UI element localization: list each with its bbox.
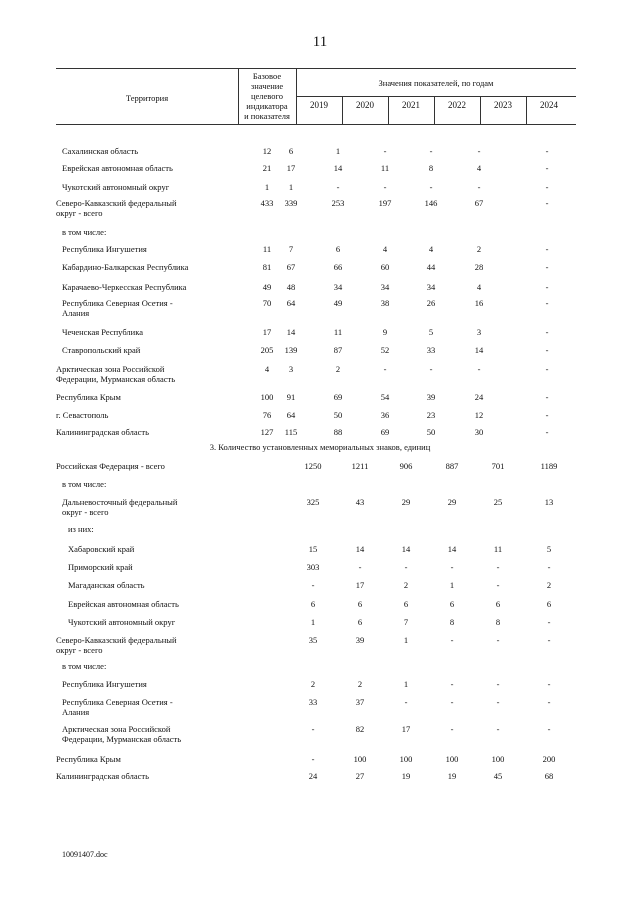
base-header-line: Базовое (252, 71, 282, 81)
row-name (68, 524, 248, 534)
year-value-cell: 2 (476, 244, 482, 254)
row-name (62, 244, 242, 254)
header-bottom-rule (56, 124, 576, 125)
row-name-line: Республика Северная Осетия - (62, 697, 173, 707)
year-value-cell: 200 (542, 754, 556, 764)
year-value-cell: 4 (428, 244, 434, 254)
row-name-line: Калининградская область (56, 771, 149, 781)
year-value-cell: 2 (335, 364, 341, 374)
year-value-cell: 44 (426, 262, 436, 272)
year-value-cell: 19 (447, 771, 457, 781)
year-value-cell: 6 (310, 599, 316, 609)
year-value-cell: 8 (428, 163, 434, 173)
row-name-line: г. Севастополь (56, 410, 109, 420)
row-name-line: Северо-Кавказский федеральный (56, 198, 177, 208)
year-value-cell: - (545, 146, 549, 156)
row-name (62, 298, 242, 318)
year-value-cell: 39 (355, 635, 365, 645)
row-name (68, 544, 248, 554)
year-header: 2021 (402, 100, 420, 110)
year-value-cell: - (496, 562, 500, 572)
year-value-cell: - (383, 364, 387, 374)
year-value-cell: - (404, 562, 408, 572)
year-value-cell: - (545, 345, 549, 355)
year-value-cell: 325 (306, 497, 320, 507)
year-header: 2024 (540, 100, 558, 110)
year-value-cell: 91 (286, 392, 296, 402)
year-value-cell: 67 (286, 262, 296, 272)
year-value-cell: - (311, 724, 315, 734)
row-name (56, 410, 236, 420)
year-value-cell: 69 (380, 427, 390, 437)
row-name-line: Дальневосточный федеральный (62, 497, 178, 507)
year-value-cell: 6 (495, 599, 501, 609)
year-header: 2023 (494, 100, 512, 110)
year-value-cell: 1 (403, 679, 409, 689)
year-value-cell: 28 (474, 262, 484, 272)
year-value-cell: 4 (476, 163, 482, 173)
row-name (62, 327, 242, 337)
year-value-cell: 27 (355, 771, 365, 781)
row-name-line: Чукотский автономный округ (68, 617, 176, 627)
year-value-cell: 17 (401, 724, 411, 734)
year-value-cell: - (545, 182, 549, 192)
year-value-cell: 1 (449, 580, 455, 590)
year-value-cell: - (545, 198, 549, 208)
base-header-line: индикатора (246, 101, 288, 111)
row-name-line: Магаданская область (68, 580, 145, 590)
row-name-line: Республика Крым (56, 754, 121, 764)
year-value-cell: 7 (403, 617, 409, 627)
base-value-cell: 17 (262, 327, 272, 337)
base-value-cell: 49 (262, 282, 272, 292)
year-value-cell: 23 (426, 410, 436, 420)
year-value-cell: - (429, 364, 433, 374)
year-value-cell: - (547, 697, 551, 707)
year-value-cell: - (496, 580, 500, 590)
year-value-cell: 6 (449, 599, 455, 609)
year-value-cell: - (450, 562, 454, 572)
year-value-cell: 701 (491, 461, 505, 471)
row-name (62, 282, 242, 292)
year-value-cell: 1 (335, 146, 341, 156)
year-value-cell: - (545, 163, 549, 173)
row-name-line: Карачаево-Черкесская Республика (62, 282, 187, 292)
row-name-line: Приморский край (68, 562, 133, 572)
section-title: 3. Количество установленных мемориальных знаков, единиц (209, 442, 431, 452)
row-name (62, 182, 242, 192)
row-name (68, 617, 248, 627)
row-name (68, 580, 248, 590)
base-value-cell: 12 (262, 146, 272, 156)
year-value-cell: 253 (331, 198, 345, 208)
row-name-line: в том числе: (62, 227, 107, 237)
year-value-cell: 14 (355, 544, 365, 554)
year-value-cell: 146 (424, 198, 438, 208)
year-value-cell: 6 (357, 617, 363, 627)
territory-header: Территория (125, 93, 169, 103)
year-header: 2020 (356, 100, 374, 110)
base-value-cell: 11 (262, 244, 272, 254)
year-value-cell: - (545, 282, 549, 292)
year-value-cell: - (450, 697, 454, 707)
row-name-line: Республика Северная Осетия - (62, 298, 173, 308)
year-value-cell: 60 (380, 262, 390, 272)
year-value-cell: 7 (288, 244, 294, 254)
year-value-cell: 24 (308, 771, 318, 781)
year-value-cell: 11 (493, 544, 503, 554)
year-value-cell: 52 (380, 345, 390, 355)
base-header-line: значение (250, 81, 284, 91)
row-name-line: округ - всего (56, 208, 103, 218)
year-value-cell: - (383, 182, 387, 192)
year-value-cell: 54 (380, 392, 390, 402)
year-value-cell: - (496, 635, 500, 645)
year-value-cell: 66 (333, 262, 343, 272)
row-name (62, 345, 242, 355)
footer-doc-id: 10091407.doc (62, 850, 108, 859)
year-value-cell: - (429, 146, 433, 156)
year-value-cell: 45 (493, 771, 503, 781)
year-value-cell: 25 (493, 497, 503, 507)
year-value-cell: 1250 (304, 461, 322, 471)
year-value-cell: - (547, 562, 551, 572)
base-value-cell: 100 (260, 392, 274, 402)
year-value-cell: - (545, 392, 549, 402)
year-value-cell: 87 (333, 345, 343, 355)
year-value-cell: 100 (491, 754, 505, 764)
row-name-line: Федерации, Мурманская область (62, 734, 182, 744)
year-value-cell: 14 (401, 544, 411, 554)
year-value-cell: 5 (428, 327, 434, 337)
year-value-cell: 34 (333, 282, 343, 292)
year-value-cell: - (547, 617, 551, 627)
row-name-line: Республика Ингушетия (62, 679, 147, 689)
year-value-cell: - (311, 754, 315, 764)
year-value-cell: 100 (353, 754, 367, 764)
base-value-cell: 81 (262, 262, 272, 272)
year-value-cell: 88 (333, 427, 343, 437)
row-name-line: Северо-Кавказский федеральный (56, 635, 177, 645)
row-name (62, 497, 242, 517)
base-value-cell: 76 (262, 410, 272, 420)
header-divider (296, 68, 297, 124)
row-name (62, 697, 242, 717)
row-name-line: Калининградская область (56, 427, 149, 437)
year-value-cell: 16 (474, 298, 484, 308)
year-header: 2019 (310, 100, 328, 110)
year-value-cell: 3 (288, 364, 294, 374)
base-value-cell: 433 (260, 198, 274, 208)
year-value-cell: 3 (476, 327, 482, 337)
year-value-cell: 34 (426, 282, 436, 292)
year-value-cell: 6 (335, 244, 341, 254)
year-value-cell: 2 (546, 580, 552, 590)
year-value-cell: 339 (284, 198, 298, 208)
page-number: 11 (312, 34, 328, 50)
year-value-cell: 50 (426, 427, 436, 437)
year-value-cell: - (477, 182, 481, 192)
year-value-cell: 64 (286, 298, 296, 308)
year-value-cell: 14 (333, 163, 343, 173)
year-value-cell: 82 (355, 724, 365, 734)
row-name-line: Арктическая зона Российской (62, 724, 171, 734)
year-value-cell: 17 (286, 163, 296, 173)
row-name (56, 392, 236, 402)
base-value-cell: 21 (262, 163, 272, 173)
year-value-cell: 1211 (351, 461, 369, 471)
year-value-cell: 24 (474, 392, 484, 402)
year-value-cell: 887 (445, 461, 459, 471)
year-value-cell: 68 (544, 771, 554, 781)
year-value-cell: 11 (333, 327, 343, 337)
row-name-line: Арктическая зона Российской (56, 364, 165, 374)
row-name-line: Хабаровский край (68, 544, 135, 554)
year-value-cell: 14 (286, 327, 296, 337)
year-value-cell: - (429, 182, 433, 192)
row-name (56, 364, 236, 384)
row-name (62, 262, 242, 272)
year-value-cell: 4 (476, 282, 482, 292)
year-value-cell: 29 (447, 497, 457, 507)
year-value-cell: - (450, 679, 454, 689)
base-value-cell: 205 (260, 345, 274, 355)
row-name-line: из них: (68, 524, 94, 534)
year-value-cell: 29 (401, 497, 411, 507)
year-value-cell: - (547, 635, 551, 645)
year-value-cell: 14 (447, 544, 457, 554)
year-value-cell: 67 (474, 198, 484, 208)
year-value-cell: 6 (357, 599, 363, 609)
year-value-cell: 13 (544, 497, 554, 507)
year-value-cell: 36 (380, 410, 390, 420)
year-value-cell: - (496, 697, 500, 707)
year-value-cell: 5 (546, 544, 552, 554)
year-value-cell: 6 (546, 599, 552, 609)
year-value-cell: 69 (333, 392, 343, 402)
year-value-cell: 2 (357, 679, 363, 689)
year-value-cell: 19 (401, 771, 411, 781)
year-value-cell: - (545, 364, 549, 374)
year-value-cell: 50 (333, 410, 343, 420)
year-value-cell: 1189 (540, 461, 558, 471)
row-name (56, 461, 236, 471)
year-value-cell: 34 (380, 282, 390, 292)
row-name (62, 146, 242, 156)
year-value-cell: 33 (426, 345, 436, 355)
row-name (56, 427, 236, 437)
row-name-line: в том числе: (62, 661, 107, 671)
year-value-cell: 64 (286, 410, 296, 420)
row-name-line: Российская Федерация - всего (56, 461, 165, 471)
row-name (56, 754, 236, 764)
row-name-line: Чукотский автономный округ (62, 182, 170, 192)
year-value-cell: 2 (310, 679, 316, 689)
year-value-cell: - (358, 562, 362, 572)
year-value-cell: 30 (474, 427, 484, 437)
base-value-cell: 127 (260, 427, 274, 437)
row-name-line: Республика Крым (56, 392, 121, 402)
year-value-cell: 1 (403, 635, 409, 645)
header-top-rule (56, 68, 576, 69)
year-value-cell: - (496, 724, 500, 734)
row-name-line: округ - всего (56, 645, 103, 655)
years-top-rule (296, 96, 576, 97)
base-value-cell: 4 (264, 364, 270, 374)
year-value-cell: - (496, 679, 500, 689)
base-value-header (238, 71, 296, 121)
year-value-cell: 38 (380, 298, 390, 308)
year-value-cell: - (450, 724, 454, 734)
year-value-cell: 33 (308, 697, 318, 707)
year-value-cell: 2 (403, 580, 409, 590)
row-name-line: округ - всего (62, 507, 109, 517)
year-value-cell: 1 (288, 182, 294, 192)
year-value-cell: - (545, 262, 549, 272)
year-value-cell: 35 (308, 635, 318, 645)
year-value-cell: 4 (382, 244, 388, 254)
year-value-cell: 100 (399, 754, 413, 764)
row-name-line: Сахалинская область (62, 146, 139, 156)
base-value-cell: 70 (262, 298, 272, 308)
year-value-cell: 11 (380, 163, 390, 173)
year-value-cell: - (336, 182, 340, 192)
year-value-cell: - (545, 427, 549, 437)
row-name-line: Алания (62, 308, 90, 318)
row-name (56, 771, 236, 781)
row-name-line: в том числе: (62, 479, 107, 489)
year-value-cell: - (311, 580, 315, 590)
row-name (56, 198, 236, 218)
row-name (62, 163, 242, 173)
row-name-line: Федерации, Мурманская область (56, 374, 176, 384)
year-value-cell: 26 (426, 298, 436, 308)
year-value-cell: - (450, 635, 454, 645)
year-header: 2022 (448, 100, 466, 110)
year-value-cell: - (477, 364, 481, 374)
year-value-cell: 39 (426, 392, 436, 402)
year-value-cell: 6 (288, 146, 294, 156)
year-value-cell: 9 (382, 327, 388, 337)
row-name-line: Алания (62, 707, 90, 717)
year-value-cell: 15 (308, 544, 318, 554)
year-value-cell: 6 (403, 599, 409, 609)
row-name-line: Кабардино-Балкарская Республика (62, 262, 189, 272)
row-name (62, 227, 242, 237)
year-value-cell: - (545, 244, 549, 254)
row-name (62, 679, 242, 689)
row-name (62, 661, 242, 671)
year-value-cell: 906 (399, 461, 413, 471)
year-value-cell: - (545, 327, 549, 337)
year-value-cell: - (547, 679, 551, 689)
row-name-line: Ставропольский край (62, 345, 141, 355)
values-header: Значения показателей, по годам (378, 78, 494, 88)
row-name-line: Республика Ингушетия (62, 244, 147, 254)
row-name-line: Еврейская автономная область (62, 163, 173, 173)
row-name (68, 562, 248, 572)
year-value-cell: - (383, 146, 387, 156)
year-value-cell: 8 (449, 617, 455, 627)
row-name (56, 635, 236, 655)
year-value-cell: 37 (355, 697, 365, 707)
base-header-line: и показателя (244, 111, 290, 121)
year-value-cell: - (477, 146, 481, 156)
year-value-cell: 17 (355, 580, 365, 590)
year-value-cell: 48 (286, 282, 296, 292)
row-name (62, 479, 242, 489)
year-value-cell: 49 (333, 298, 343, 308)
row-name (68, 599, 248, 609)
year-value-cell: 139 (284, 345, 298, 355)
year-value-cell: 197 (378, 198, 392, 208)
year-value-cell: 115 (284, 427, 298, 437)
year-value-cell: 1 (310, 617, 316, 627)
year-value-cell: - (545, 298, 549, 308)
year-value-cell: - (547, 724, 551, 734)
base-header-line: целевого (250, 91, 284, 101)
year-value-cell: 303 (306, 562, 320, 572)
base-value-cell: 1 (264, 182, 270, 192)
year-value-cell: 100 (445, 754, 459, 764)
year-value-cell: - (404, 697, 408, 707)
year-value-cell: - (545, 410, 549, 420)
row-name-line: Еврейская автономная область (68, 599, 179, 609)
row-name-line: Чеченская Республика (62, 327, 143, 337)
year-value-cell: 14 (474, 345, 484, 355)
year-value-cell: 43 (355, 497, 365, 507)
year-value-cell: 8 (495, 617, 501, 627)
row-name (62, 724, 242, 744)
year-value-cell: 12 (474, 410, 484, 420)
